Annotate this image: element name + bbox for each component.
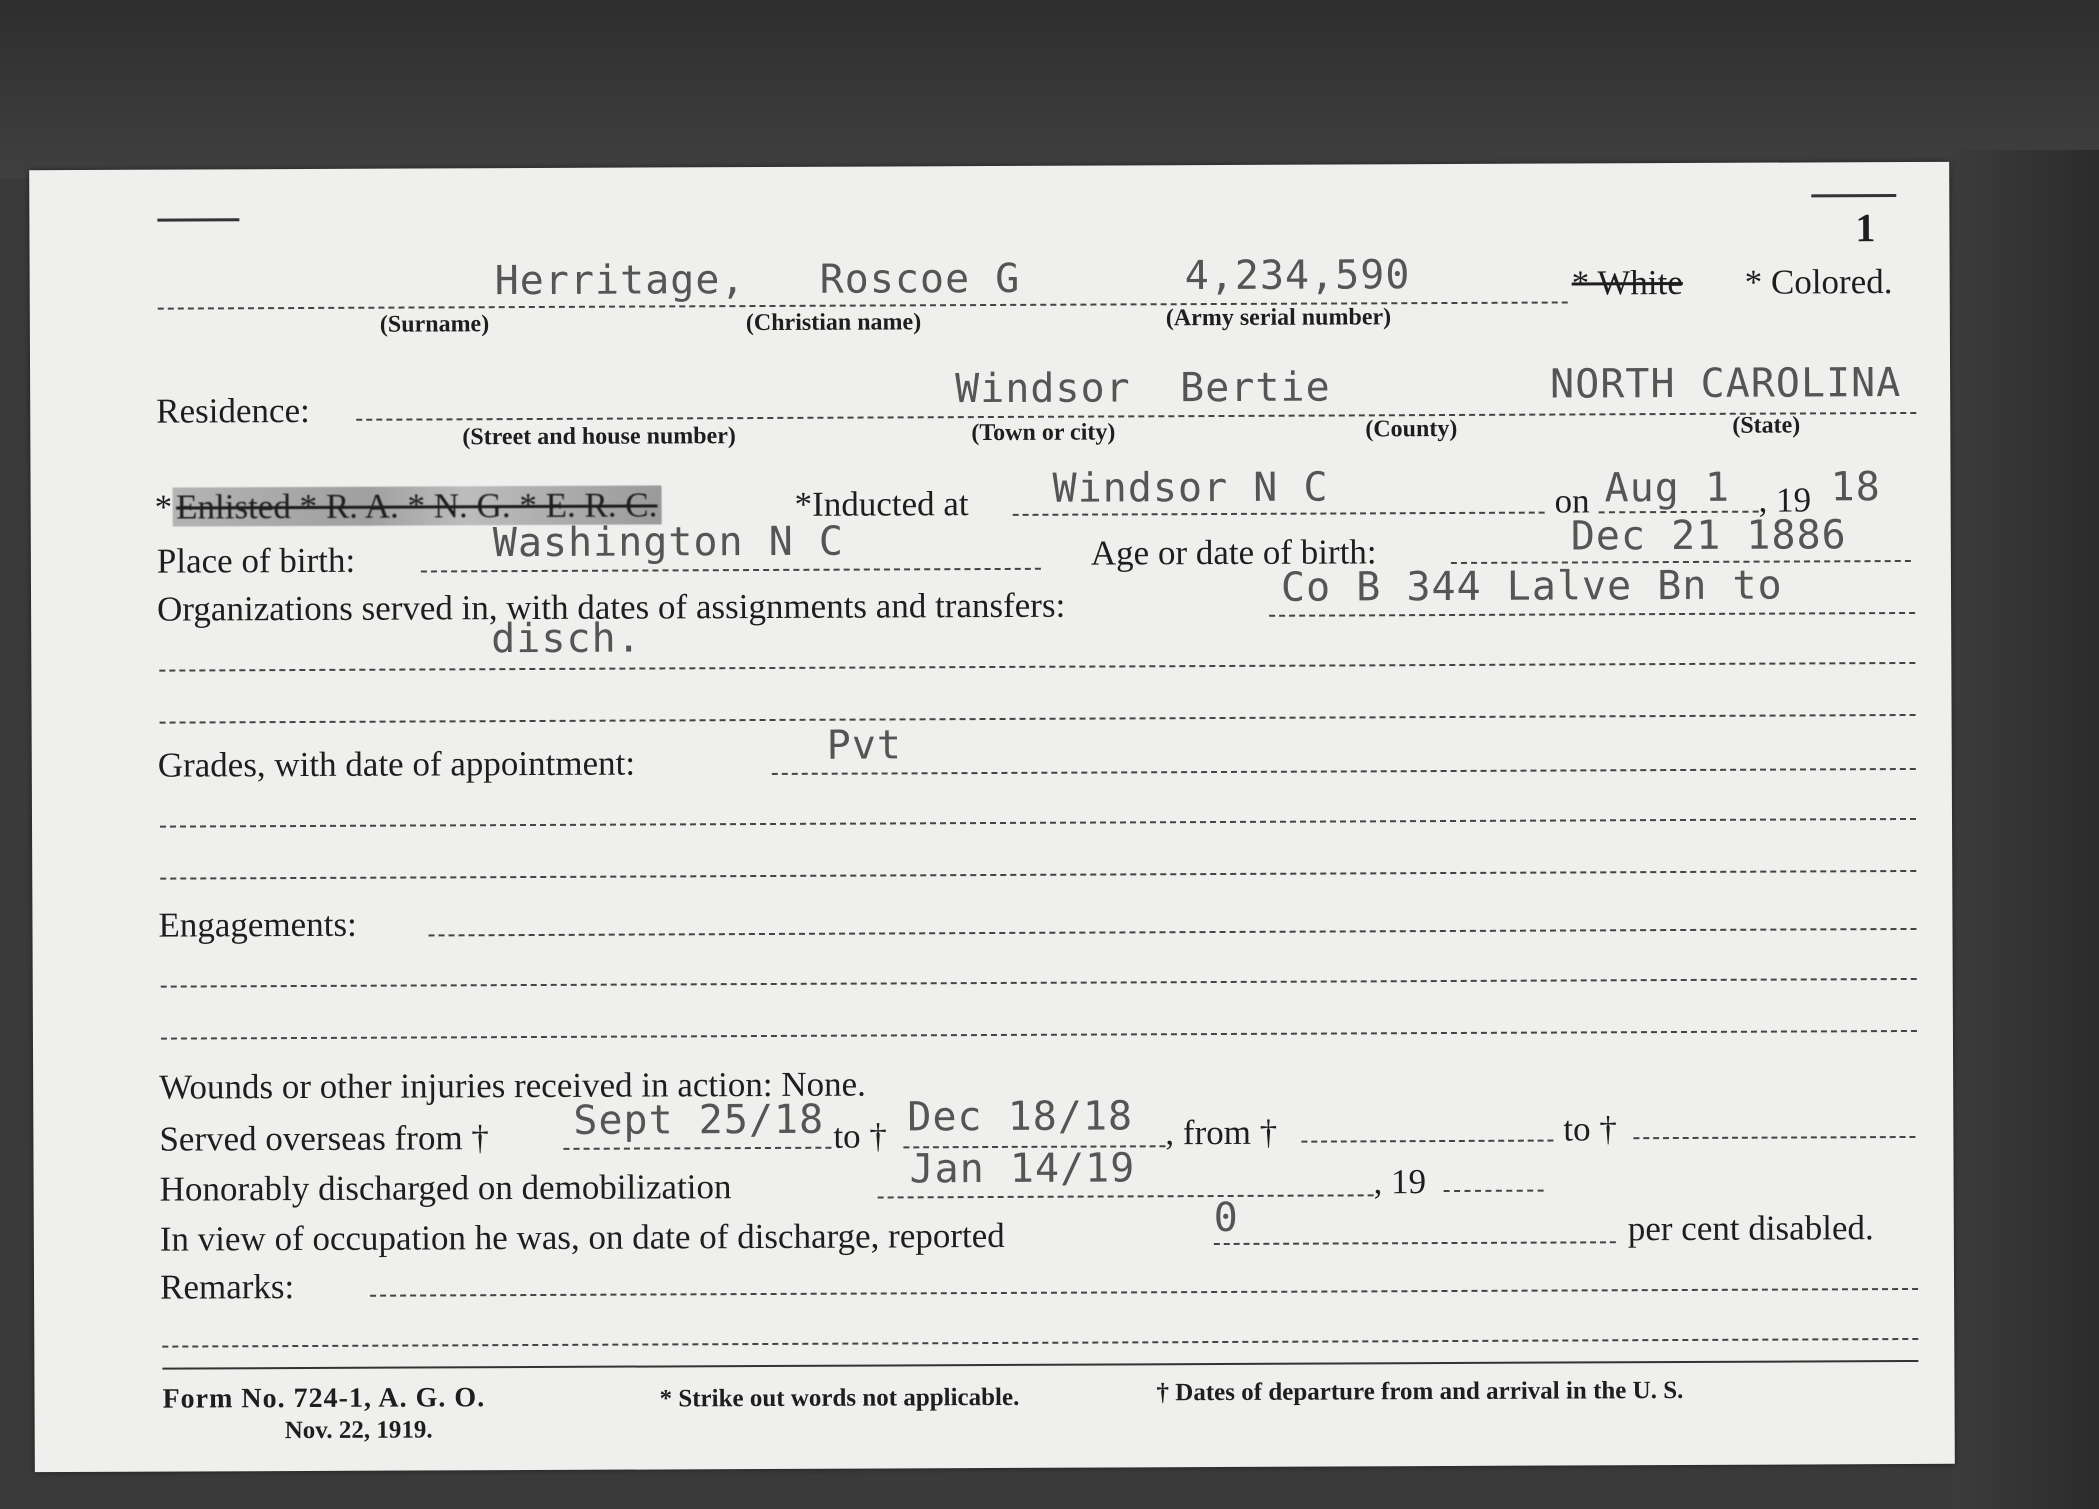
residence-county-value: Bertie	[1180, 364, 1331, 412]
residence-label: Residence:	[156, 390, 310, 431]
overseas-to-value: Dec 18/18	[907, 1093, 1134, 1141]
date-of-birth-value: Dec 21 1886	[1570, 512, 1847, 560]
serial-number-value: 4,234,590	[1184, 252, 1411, 300]
residence-state-value: NORTH CAROLINA	[1550, 360, 1902, 408]
christian-name-value: Roscoe G	[819, 255, 1021, 303]
top-left-mark	[157, 218, 239, 221]
overseas-from2-label: , from †	[1165, 1112, 1278, 1153]
grades-line-2	[160, 818, 1916, 828]
top-right-mark	[1811, 194, 1896, 197]
race-colored-option: * Colored.	[1744, 262, 1893, 302]
engagements-label: Engagements:	[158, 904, 357, 945]
grades-line-3	[160, 870, 1916, 880]
disability-value: 0	[1213, 1194, 1239, 1242]
engagements-line-1	[429, 928, 1917, 936]
discharge-year-label: , 19	[1373, 1162, 1427, 1202]
footer-rule	[162, 1360, 1918, 1370]
overseas-label: Served overseas from †	[159, 1118, 489, 1159]
struck-enlistment-options: Enlisted * R. A. * N. G. * E. R. C.	[172, 485, 661, 526]
discharge-value: Jan 14/19	[909, 1145, 1136, 1193]
grades-value: Pvt	[826, 722, 903, 769]
surname-value: Herritage,	[494, 257, 746, 305]
overseas-to-label: to †	[833, 1116, 887, 1156]
overseas-to2-label: to †	[1563, 1109, 1617, 1149]
scan-backdrop-top	[0, 0, 2099, 178]
race-white-option: * White	[1571, 262, 1683, 303]
strike-note: * Strike out words not applicable.	[659, 1383, 1020, 1413]
form-number: Form No. 724-1, A. G. O.	[162, 1382, 486, 1415]
street-caption: (Street and house number)	[462, 423, 736, 451]
disability-label: In view of occupation he was, on date of discharge, reported	[159, 1215, 1005, 1259]
place-of-birth-value: Washington N C	[492, 518, 845, 567]
grades-line-1	[772, 768, 1916, 775]
dates-note: † Dates of departure from and arrival in the U. S.	[1156, 1376, 1684, 1407]
engagements-line-3	[161, 1030, 1917, 1040]
wounds-text: Wounds or other injuries received in action: None.	[159, 1064, 866, 1107]
remarks-label: Remarks:	[159, 1267, 295, 1307]
page-number: 1	[1855, 205, 1876, 251]
service-record-card	[29, 162, 1955, 1472]
disability-line	[1214, 1241, 1616, 1245]
organizations-line-3	[160, 714, 1916, 724]
inducted-label: *Inducted at	[794, 484, 969, 524]
discharge-year-line	[1444, 1190, 1544, 1192]
organizations-label: Organizations served in, with dates of assignments and transfers:	[157, 585, 1066, 629]
overseas-from-value: Sept 25/18	[573, 1096, 825, 1144]
disability-suffix: per cent disabled.	[1627, 1208, 1874, 1249]
inducted-year-value: 18	[1830, 464, 1881, 511]
on-label: on	[1554, 481, 1590, 521]
residence-town-value: Windsor	[955, 365, 1131, 413]
serial-number-caption: (Army serial number)	[1165, 304, 1392, 332]
overseas-from2-line	[1301, 1140, 1553, 1143]
inducted-on-value: Aug 1	[1604, 464, 1731, 512]
discharge-line	[878, 1194, 1374, 1198]
discharge-label: Honorably discharged on demobilization	[159, 1167, 732, 1209]
organizations-line-1	[1269, 612, 1915, 617]
remarks-line-2	[162, 1338, 1918, 1348]
remarks-line-1	[370, 1288, 1918, 1297]
state-caption: (State)	[1732, 412, 1801, 439]
overseas-to2-line	[1633, 1136, 1915, 1139]
year-prefix: , 19	[1758, 480, 1812, 520]
enlistment-row: * Enlisted * R. A. * N. G. * E. R. C.	[155, 485, 662, 527]
overseas-from-line	[563, 1147, 831, 1150]
grades-label: Grades, with date of appointment:	[157, 743, 636, 785]
place-of-birth-line	[421, 568, 1041, 573]
organizations-value-line2: disch.	[491, 615, 642, 663]
christian-name-caption: (Christian name)	[745, 309, 922, 337]
age-label: Age or date of birth:	[1090, 532, 1377, 573]
residence-line	[356, 412, 1916, 421]
county-caption: (County)	[1365, 415, 1458, 443]
surname-caption: (Surname)	[379, 311, 490, 338]
inducted-line	[1013, 512, 1545, 516]
organizations-value-line1: Co B 344 Lalve Bn to	[1280, 562, 1783, 611]
town-caption: (Town or city)	[971, 419, 1116, 447]
inducted-at-value: Windsor N C	[1052, 464, 1329, 512]
scan-backdrop-right	[1952, 150, 2099, 1509]
organizations-line-2	[159, 662, 1915, 672]
form-date: Nov. 22, 1919.	[284, 1416, 433, 1445]
engagements-line-2	[161, 978, 1917, 988]
place-of-birth-label: Place of birth:	[156, 540, 356, 581]
